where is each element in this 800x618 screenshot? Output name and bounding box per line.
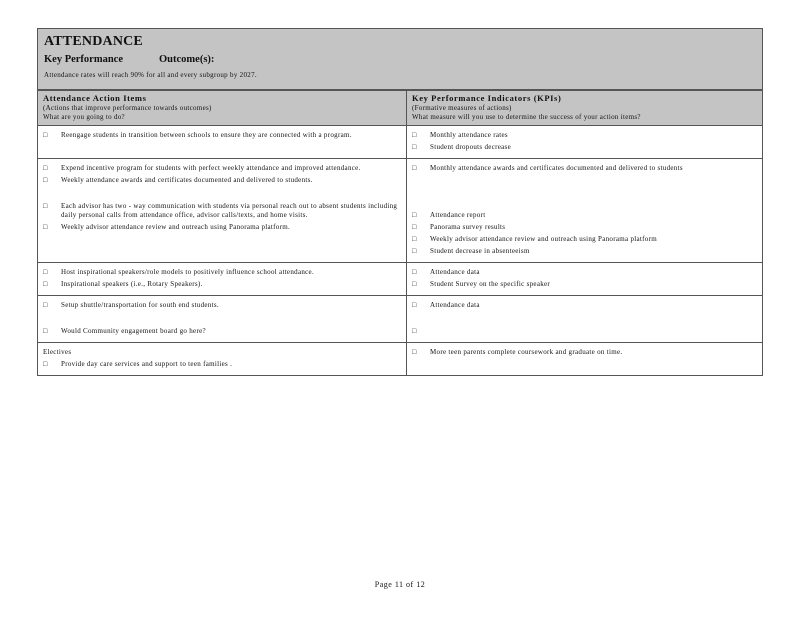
- table-row: [38, 159, 763, 263]
- kpi-item: □ Monthly attendance rates: [412, 131, 757, 140]
- action-kpi-table: [37, 90, 763, 376]
- kpi-list: [412, 301, 757, 336]
- outcome-description: Attendance rates will reach 90% for all and every subgroup by 2027.: [44, 71, 257, 79]
- action-item: □ Host inspirational speakers/role models to positively influence school attendance.: [43, 268, 401, 277]
- page-footer: Page 11 of 12: [374, 580, 426, 589]
- kpi-item: □ Attendance report: [412, 211, 757, 220]
- action-item: □ Would Community engagement board go here?: [43, 327, 401, 336]
- kpi-list: [412, 131, 757, 152]
- kpi-cell: [407, 159, 763, 263]
- kpi-item: □ Attendance data: [412, 268, 757, 277]
- kpi-list: [412, 164, 757, 256]
- kpi-title: Key Performance Indicators (KPIs): [412, 93, 562, 103]
- kpi-item: □ More teen parents complete coursework and graduate on time.: [412, 348, 757, 357]
- action-items-title: Attendance Action Items: [43, 93, 147, 103]
- kpi-header: [407, 91, 763, 126]
- action-item: □ Reengage students in transition between schools to ensure they are connected with a program.: [43, 131, 401, 140]
- action-items-cell: [38, 296, 407, 343]
- action-items-list: [43, 268, 401, 289]
- action-items-cell: [38, 343, 407, 376]
- kp-outcomes-heading: [44, 54, 756, 65]
- kpi-item: □ Student dropouts decrease: [412, 143, 757, 152]
- action-item: □ Setup shuttle/transportation for south end students.: [43, 301, 401, 310]
- kpi-cell: [407, 263, 763, 296]
- document-sheet: [37, 28, 763, 376]
- table-row: [38, 126, 763, 159]
- kpi-item: □ Weekly advisor attendance review and outreach using Panorama platform: [412, 235, 757, 244]
- kp-label: Key Performance: [44, 54, 124, 65]
- action-item: □ Expend incentive program for students with perfect weekly attendance and improved attendance.: [43, 164, 401, 173]
- kpi-cell: [407, 126, 763, 159]
- action-items-cell: [38, 126, 407, 159]
- action-items-list: [43, 360, 401, 369]
- action-items-cell: [38, 159, 407, 263]
- table-row: [38, 343, 763, 376]
- action-items-list: [43, 164, 401, 232]
- cell-heading: Electives: [43, 348, 72, 356]
- action-items-header: [38, 91, 407, 126]
- kpi-list: [412, 268, 757, 289]
- kpi-item: □ Monthly attendance awards and certificates documented and delivered to students: [412, 164, 757, 173]
- section-header: [37, 28, 763, 90]
- table-row: [38, 263, 763, 296]
- kpi-item: □ Attendance data: [412, 301, 757, 310]
- action-items-question: What are you going to do?: [43, 113, 125, 121]
- action-items-subtitle: (Actions that improve performance towards outcomes): [43, 104, 212, 112]
- table-body: [38, 126, 763, 376]
- action-item: □ Provide day care services and support to teen families .: [43, 360, 401, 369]
- action-items-cell: [38, 263, 407, 296]
- action-item: □ Weekly attendance awards and certificates documented and delivered to students.: [43, 176, 401, 185]
- action-item: □ Each advisor has two - way communication with students via personal reach out to absent students including daily personal calls from attendance office, advisor calls/texts, and home visits.: [43, 202, 401, 220]
- kpi-list: [412, 348, 757, 357]
- table-row: [38, 296, 763, 343]
- kpi-question: What measure will you use to determine the success of your action items?: [412, 113, 641, 121]
- kpi-item: [412, 327, 757, 336]
- kpi-cell: [407, 296, 763, 343]
- kpi-item: □ Student decrease in absenteeism: [412, 247, 757, 256]
- action-item: □ Inspirational speakers (i.e., Rotary Speakers).: [43, 280, 401, 289]
- kpi-item: □ Panorama survey results: [412, 223, 757, 232]
- action-item: □ Weekly advisor attendance review and outreach using Panorama platform.: [43, 223, 401, 232]
- action-items-list: [43, 301, 401, 336]
- kpi-item: □ Student Survey on the specific speaker: [412, 280, 757, 289]
- kpi-cell: [407, 343, 763, 376]
- action-items-list: [43, 131, 401, 140]
- kpi-subtitle: (Formative measures of actions): [412, 104, 512, 112]
- section-title: ATTENDANCE: [44, 34, 143, 49]
- outcomes-label: Outcome(s):: [159, 54, 215, 65]
- table-header-row: [38, 91, 763, 126]
